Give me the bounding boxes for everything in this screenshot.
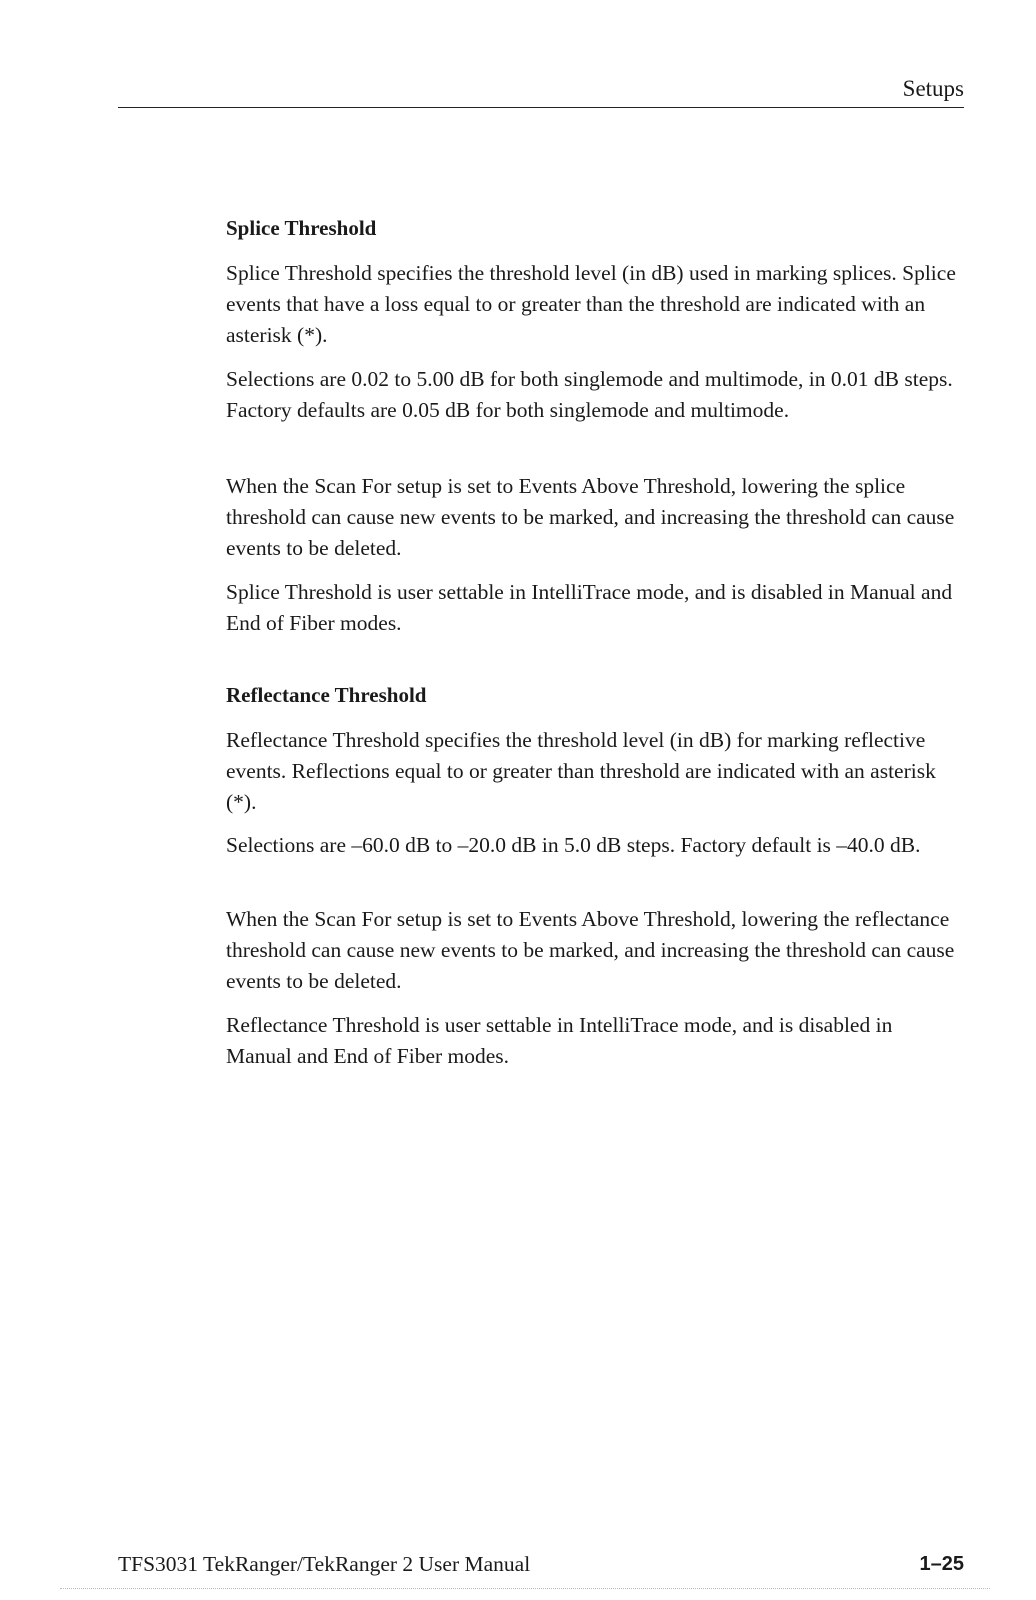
- header-rule: [118, 107, 964, 108]
- paragraph: Selections are 0.02 to 5.00 dB for both singlemode and multimode, in 0.01 dB steps. Factory defaults are 0.05 dB for both singlemode and multimode.: [226, 367, 953, 422]
- paragraph: When the Scan For setup is set to Events Above Threshold, lowering the reflectance threshold can cause new events to be marked, and increasing the threshold can cause events to be deleted.: [226, 907, 955, 993]
- paragraph: Reflectance Threshold is user settable in IntelliTrace mode, and is disabled in Manual and End of Fiber modes.: [226, 1013, 893, 1068]
- paragraph: Reflectance Threshold specifies the threshold level (in dB) for marking reflective events. Reflections equal to or greater than threshold are indicated with an asterisk (*).: [226, 728, 936, 814]
- section-heading-splice-threshold: Splice Threshold: [226, 216, 377, 240]
- paragraph: Splice Threshold specifies the threshold level (in dB) used in marking splices. Splice events that have a loss equal to or greater than the threshold are indicated with an asterisk (*).: [226, 261, 956, 347]
- running-header: Setups: [902, 76, 964, 101]
- footer-page-number: 1–25: [919, 1553, 964, 1575]
- paragraph: When the Scan For setup is set to Events Above Threshold, lowering the splice threshold can cause new events to be marked, and increasing the threshold can cause events to be deleted.: [226, 474, 955, 560]
- paragraph: Selections are –60.0 dB to –20.0 dB in 5.0 dB steps. Factory default is –40.0 dB.: [226, 833, 921, 857]
- footer-rule: [60, 1588, 990, 1589]
- section-heading-reflectance-threshold: Reflectance Threshold: [226, 683, 427, 707]
- paragraph: Splice Threshold is user settable in IntelliTrace mode, and is disabled in Manual and End of Fiber modes.: [226, 580, 953, 635]
- footer-manual-title: TFS3031 TekRanger/TekRanger 2 User Manual: [118, 1552, 531, 1576]
